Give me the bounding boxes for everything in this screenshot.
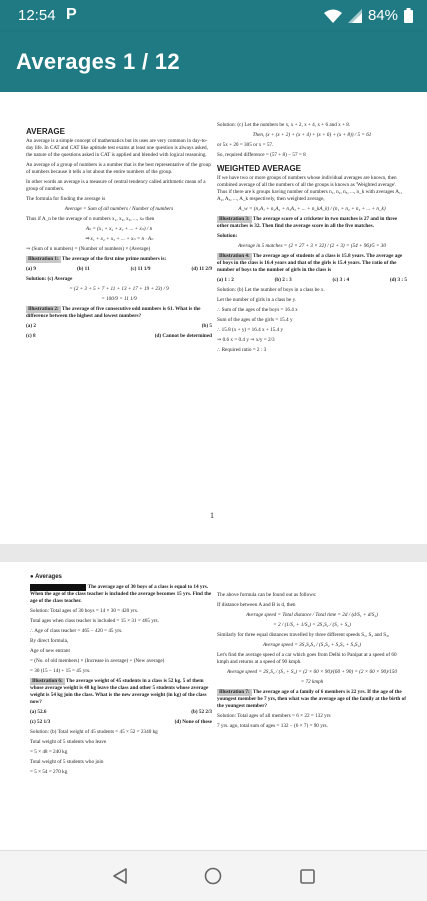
paragraph: Thus if A_n be the average of n numbers x₁, x₂, x₃, ..., xₙ then (26, 216, 155, 222)
page1-right-column (217, 122, 407, 357)
paragraph: Let's find the average speed of a car which goes from Delhi to Panipat at a speed of 60 kmph and returns at a speed of 90 kmph. (217, 652, 397, 665)
paragraph: ⇒ (Sum of n numbers) = (Number of numbers) × (Average) (26, 246, 151, 252)
back-icon (113, 868, 127, 884)
formula: = 72 kmph (300, 679, 324, 685)
options-row (26, 266, 212, 273)
pdf-page-2 (0, 562, 427, 850)
option: (c) 11 1/9 (130, 266, 151, 272)
illustration-tag: Illustration 7: (219, 689, 250, 695)
paragraph: Total weight of 5 students who join (30, 759, 104, 765)
option: (b) 52 2/3 (191, 709, 212, 715)
paragraph: = 5 × 48 = 240 kg (30, 749, 68, 755)
status-bar (0, 0, 427, 32)
battery-percent: 84% (367, 7, 398, 24)
home-button[interactable] (201, 864, 225, 888)
formula: Then, (x + (x + 2) + (x + 4) + (x + 6) + (x + 8)) / 5 = 61 (252, 132, 372, 138)
formula: Average = Sum of all numbers / Number of numbers (64, 206, 174, 212)
page1-left-column (26, 122, 212, 343)
option: (b) 2 : 3 (274, 277, 292, 283)
illustration-text: The average of five consecutive odd numbers is 61. What is the difference between the highest and lowest numbers? (26, 306, 201, 319)
option: (d) 3 : 5 (389, 277, 407, 283)
paragraph: An average is a simple concept of mathematics but its uses are very common in day-to-day life. In CAT and CAT like aptitude test exams at least one question is always asked, the nature of the questions asked in CAT is applied and blended with logical reasoning. (26, 138, 208, 158)
paragraph: So, required difference = (57 + 8) − 57 = 8 (217, 152, 306, 158)
battery-icon (404, 8, 413, 23)
page-title: Averages 1 / 12 (16, 49, 180, 74)
paragraph: Solution: (c) Let the numbers be x, x + 2, x + 4, x + 6 and x + 8. (217, 122, 351, 128)
option: (c) 3 : 4 (332, 277, 350, 283)
illustration-tag: Illustration 2: (28, 306, 59, 312)
wifi-icon (324, 9, 342, 23)
pdf-page-1 (0, 92, 427, 544)
paragraph: Let the number of girls in a class be y. (217, 297, 297, 303)
page2-right-column (217, 592, 407, 733)
paragraph: Solution: (b) Let the number of boys in a class be x. (217, 287, 325, 293)
illustration-text: The average weight of 45 students in a class is 52 kg. 5 of them whose average weight is 48 kg leave the class and other 5 students whose average weight is 54 kg join the class. What is the new average weight (in kg) of the class now? (30, 678, 209, 705)
paragraph: The above formula can be found out as follows: (217, 592, 317, 598)
running-head: ● Averages (30, 574, 62, 580)
option: (c) 52 1/3 (30, 719, 51, 725)
illustration-text: The average age of 30 boys of a class is equal to 14 yrs. When the age of the class teacher is included the average becomes 15 yrs. Find the age of the class teacher. (30, 584, 212, 604)
back-button[interactable] (108, 864, 132, 888)
options-row (26, 323, 212, 330)
section-heading-weighted-average: WEIGHTED AVERAGE (217, 164, 302, 173)
paragraph: Total weight of 5 students who leave (30, 739, 107, 745)
illustration-2 (26, 306, 212, 320)
formula: A_w = (n₁A₁ + n₂A₂ + n₃A₃ + ... + n_kA_k) / (n₁ + n₂ + n₃ + ... + n_k) (238, 206, 386, 212)
paragraph: ⇒ 0.6 x = 0.4 y ⇒ x/y = 2/3 (217, 337, 275, 343)
illustration-1 (26, 256, 212, 263)
solution-label: Solution: (217, 233, 238, 239)
paragraph: = 30 (15 − 14) + 15 = 45 yrs. (30, 668, 91, 674)
paragraph: By direct formula, (30, 638, 69, 644)
page-number: 1 (210, 511, 214, 520)
paragraph: ∴ 15.8 (x + y) = 16.4 x + 15.4 y (217, 327, 284, 333)
formula: Average in 5 matches = (2 × 27 + 3 × 32) / (2 + 3) = (54 + 96)/5 = 30 (237, 243, 386, 249)
pdf-viewer[interactable] (0, 92, 427, 850)
paragraph: Solution: (b) Total weight of 45 students = 45 × 52 = 2340 kg (30, 729, 158, 735)
system-nav-bar (0, 850, 427, 901)
paragraph: In other words an average is a measure of central tendency called arithmetic mean of a group of numbers. (26, 179, 206, 192)
paragraph: If distance between A and B is d, then (217, 602, 296, 608)
illustration-tag: Illustration 3: (219, 216, 250, 222)
illustration-text: The average score of a cricketer in two matches is 27 and in three other matches is 32. Then find the average score in all the five matches. (217, 216, 398, 229)
page2-left-column (30, 574, 212, 779)
paragraph: If we have two or more groups of numbers whose individual averages are known, then combined average of all the numbers of all the groups is known as 'Weighted average'. Thus if there are k groups having number of numbers n₁, n₂, n₃, ..., n_k with averages A₁, A₂, A₃, ..., A_k respectively, then weighted average, (217, 175, 403, 202)
paragraph: Solution: Total ages of 30 boys = 14 × 30 = 420 yrs. (30, 608, 139, 614)
paragraph: Sum of the ages of the girls = 15.4 y (217, 317, 293, 323)
formula: = (2 + 3 + 5 + 7 + 11 + 13 + 17 + 19 + 23) / 9 (69, 286, 169, 292)
formula: Average speed = 3S₁S₂S₃ / (S₁S₂ + S₂S₃ + S₃S₁) (262, 642, 362, 648)
illustration-7 (217, 689, 407, 710)
option: (b) 5 (201, 323, 212, 329)
paragraph: Total ages when class teacher is included = 15 × 31 = 465 yrs. (30, 618, 159, 624)
option: (d) None of these (174, 719, 212, 725)
paragraph: ∴ Sum of the ages of the boys = 16.4 x (217, 307, 298, 313)
redaction-block: XXXXXXXXXXXXXX (32, 584, 85, 590)
paragraph: An average of a group of numbers is a number that is the best representative of the group of numbers because it tells a lot about the entire numbers of the group. (26, 162, 211, 175)
option: (a) 1 : 2 (217, 277, 234, 283)
app-bar (0, 32, 427, 92)
illustration-tag: Illustration 1: (28, 256, 59, 262)
illustration-tag: Illustration 4: (219, 253, 250, 259)
paragraph: The formula for finding the average is (26, 196, 106, 202)
paragraph: ∴ Required ratio = 2 : 3 (217, 347, 267, 353)
recents-button[interactable] (295, 864, 319, 888)
formula: ⇒ x₁ + x₂ + x₃ + ... + xₙ = n · Aₙ (84, 236, 154, 242)
option: (a) 9 (26, 266, 36, 272)
paragraph: = (No. of old members) × (Increase in average) + (New average) (30, 658, 165, 664)
options-row (30, 719, 212, 726)
paragraph: Similarly for three equal distances travelled by three different speeds S₁, S₂ and S₃, (217, 632, 390, 638)
option: (b) 11 (77, 266, 90, 272)
paragraph: 7 yrs. ago, total sum of ages = 132 − (6 × 7) = 90 yrs. (217, 723, 328, 729)
option: (a) 2 (26, 323, 36, 329)
formula: = 2 / (1/S₁ + 1/S₂) = 2S₁S₂ / (S₁ + S₂) (273, 622, 351, 628)
status-time: 12:54 (18, 7, 56, 24)
formula: Average speed = Total distance / Total time = 2d / (d/S₁ + d/S₂) (246, 612, 378, 618)
options-row (30, 709, 212, 716)
section-heading-average: AVERAGE (26, 127, 65, 136)
illustration-3 (217, 216, 407, 230)
option: (a) 52.6 (30, 709, 47, 715)
illustration-text: The average of the first nine prime numbers is: (61, 256, 167, 262)
running-head-text: Averages (35, 574, 62, 580)
paragraph: = 5 × 54 = 270 kg (30, 769, 68, 775)
formula: Average speed = 2S₁S₂ / (S₁ + S₂) = (2 × 60 × 90)/(60 + 90) = (2 × 60 × 90)/150 (227, 669, 397, 675)
signal-icon (348, 9, 362, 23)
paragraph: ∴ Age of class teacher = 465 − 420 = 45 yrs. (30, 628, 123, 634)
recents-icon (300, 869, 315, 884)
solution-label: Solution: (c) Average (26, 276, 73, 282)
status-right (324, 7, 413, 24)
illustration-text: The average age of a family of 6 members is 22 yrs. If the age of the youngest member be 7 yrs, then what was the average age of the family at the birth of the youngest member? (217, 689, 406, 709)
option: (d) Cannot be determined (154, 333, 212, 339)
formula: = 100/9 = 11 1/9 (101, 296, 137, 302)
option: (d) 11 2/9 (191, 266, 212, 272)
notification-app-icon: P (66, 6, 77, 23)
illustration-4 (217, 253, 407, 274)
paragraph: Age of new entrant (30, 648, 70, 654)
paragraph: or 5x + 20 = 305 or x = 57. (217, 142, 274, 148)
illustration-text: The average age of students of a class is 15.8 years. The average age of boys in the class is 16.4 years and that of the girls is 15.4 years. The ratio of the number of boys to the number of girls in the class is (217, 253, 403, 273)
home-icon (204, 867, 222, 885)
paragraph: Solution: Total ages of all members = 6 × 22 = 132 yrs (217, 713, 331, 719)
illustration-6 (30, 678, 212, 706)
illustration-5 (30, 584, 212, 605)
options-row (26, 333, 212, 340)
option: (c) 8 (26, 333, 36, 339)
illustration-tag: Illustration 6: (32, 678, 63, 684)
options-row (217, 277, 407, 284)
formula: Aₙ = (x₁ + x₂ + x₃ + ... + xₙ) / n (85, 226, 153, 232)
